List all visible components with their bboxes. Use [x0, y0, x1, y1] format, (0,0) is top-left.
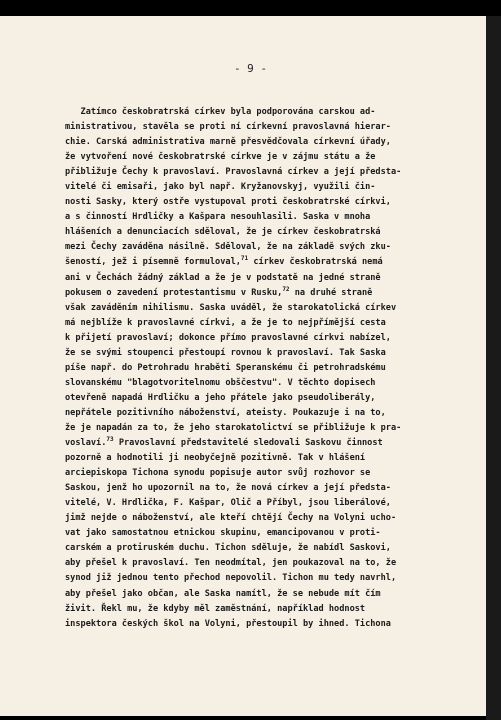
page-edge	[486, 16, 501, 720]
text-line: vitelé, V. Hrdlička, F. Kašpar, Olič a Příbyl, jsou liberálové,	[65, 498, 391, 509]
text-line: Zatímco českobratrská církev byla podporována carskou ad-	[65, 107, 376, 117]
text-line: nosti Sasky, který ostře vystupoval proti českobratrské církvi,	[65, 197, 391, 208]
text-line: a s činností Hrdličky a Kašpara nesouhlasili. Saska v mnoha	[65, 212, 371, 223]
text-line: přibližuje Čechy k pravoslaví. Pravoslavná církev a její předsta-	[65, 167, 402, 178]
text-line: pozorně a hodnotili ji neobyčejně pozitivně. Tak v hlášení	[65, 453, 366, 464]
text-line: otevřeně napadá Hrdličku a jeho přátele jako pseudoliberály,	[65, 392, 376, 403]
text-line: šeností, jež i písemně formuloval,$^{71}$ církev českobratrská nemá	[65, 255, 383, 268]
text-line: že se svými stoupenci přestoupí rovnou k pravoslaví. Tak Saska	[65, 347, 386, 358]
text-line: k přijetí pravoslaví; dokonce přímo pravoslavné církvi nabízel,	[65, 332, 391, 343]
text-line: jimž nejde o náboženství, ale kteří chtějí Čechy na Volyni ucho-	[65, 513, 397, 524]
text-line: mezi Čechy zaváděna násilně. Sděloval, že na základě svých zku-	[65, 242, 391, 253]
text-line: carském a protiruském duchu. Tichon sděluje, že nabídl Saskovi,	[65, 543, 391, 554]
footnote-ref: 72	[282, 285, 290, 293]
text-line: synod již jednou tento přechod nepovolil. Tichon mu tedy navrhl,	[65, 573, 397, 584]
text-line: že je napadán za to, že jeho starokatolictví se přibližuje k pra-	[65, 422, 402, 433]
footnote-ref: 71	[240, 255, 249, 263]
text-line: pokusem o zavedení protestantismu v Rusku,$^{72}$ na druhé straně	[65, 285, 373, 298]
text-line: arciepiskopa Tichona synodu popisuje autor svůj rozhovor se	[65, 468, 371, 479]
text-line: vat jako samostatnou etnickou skupinu, emancipovanou v proti-	[65, 528, 381, 539]
text-line: Saskou, jenž ho upozornil na to, že nová církev a její předsta-	[65, 483, 391, 494]
body-text	[65, 105, 425, 632]
text-line: slovanskému "blagotvoritelnomu obščestvu". V těchto dopisech	[65, 377, 376, 388]
text-line: vitelé či emisaři, jako byl např. Kryžanovskyj, využili čin-	[65, 182, 376, 193]
text-line: že vytvoření nové českobratrské církve je v zájmu státu a že	[65, 152, 376, 163]
text-line: aby přešel jako občan, ale Saska namítl, že se nebude mít čím	[65, 588, 381, 599]
text-line: však zaváděním nihilismu. Saska uváděl, že starokatolická církev	[65, 302, 397, 313]
page-number: - 9 -	[233, 62, 268, 75]
text-line: ani v Čechách žádný základ a že je v podstatě na jedné straně	[65, 272, 381, 283]
text-line: má nejblíže k pravoslavné církvi, a že je to nejpřímější cesta	[65, 317, 386, 328]
text-line: hlášeních a denunciacích sděloval, že je církev českobratrská	[65, 227, 381, 238]
footnote-ref: 73	[106, 436, 114, 444]
text-line: chie. Carská administrativa marně přesvědčovala církevní úřady,	[65, 137, 391, 148]
text-line: nepřátele pozitivního náboženství, ateisty. Poukazuje i na to,	[65, 407, 386, 418]
text-line: aby přešel k pravoslaví. Ten neodmítal, jen poukazoval na to, že	[65, 558, 397, 569]
text-line: živit. Řekl mu, že kdyby měl zaměstnání, například hodnost	[65, 603, 366, 614]
text-line: píše např. do Petrohradu hraběti Speranskému či petrohradskému	[65, 362, 386, 373]
text-line: voslaví.$^{73}$ Pravoslavní představitelé sledovali Saskovu činnost	[65, 436, 383, 449]
text-line: inspektora českých škol na Volyni, přestoupil by ihned. Tichona	[65, 618, 391, 629]
text-line: ministrativou, stavěla se proti ní církevní pravoslavná hierar-	[65, 122, 391, 133]
